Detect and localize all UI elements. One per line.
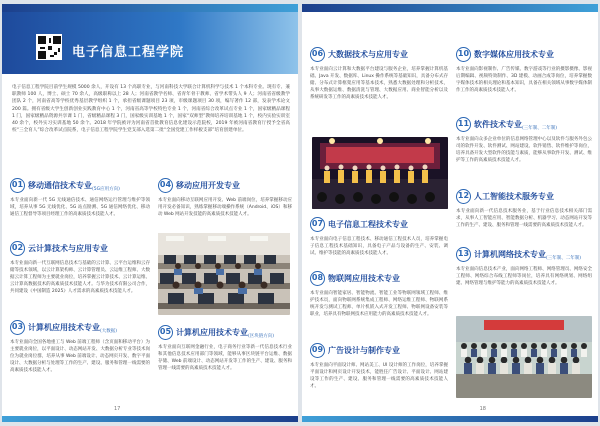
major-section-13 <box>456 244 592 287</box>
section-title: 大数据技术与应用专业 <box>328 50 408 59</box>
major-section-12 <box>456 186 592 229</box>
stage-performance-photo <box>312 137 448 209</box>
bottom-decoration <box>302 416 598 422</box>
section-number: 07 <box>310 217 325 232</box>
section-title: 数字媒体应用技术专业 <box>474 50 554 59</box>
bottom-decoration <box>2 416 298 422</box>
section-note: (大数据) <box>100 329 118 334</box>
stage-performance-image <box>312 137 448 209</box>
college-title: 电子信息工程学院 <box>72 45 185 60</box>
section-body: 本专业面向信息技术产业，面向网络工程师、网络管理员、网络安全工程师、网络综合布线工程师等岗位，培养具有网络规划、网络组建、网络管理与维护等能力的高素质技术技能人才。 <box>456 267 592 286</box>
qr-code-icon[interactable] <box>36 34 62 60</box>
top-decoration <box>2 4 298 12</box>
section-number: 03 <box>10 320 25 335</box>
page-number: 17 <box>114 406 121 412</box>
major-section-06 <box>310 44 448 101</box>
major-section-01 <box>10 175 150 218</box>
section-body: 本专业面向电子信息工程技术、移动通信工程技术人员，培养掌握电子信息工程技术基础知识，具备电子产品与设备的生产、安装、调试、维护等技能的高素质技术技能人才。 <box>310 237 448 256</box>
section-note: (三年制、二年制) <box>522 126 558 131</box>
major-section-10 <box>456 44 592 94</box>
section-number: 08 <box>310 271 325 286</box>
major-section-09 <box>310 340 448 390</box>
section-title: 物联网应用技术专业 <box>328 274 400 283</box>
section-number: 06 <box>310 47 325 62</box>
section-title: 移动应用开发专业 <box>176 181 240 190</box>
section-number: 10 <box>456 47 471 62</box>
section-title: 广告设计与制作专业 <box>328 346 400 355</box>
section-body: 本专业面向全国各地重工与 Web 前端工程师（含页面和移动平台）为主要就业岗位，以平面设计、动态网站开发、大数据分析专业等技术岗位为就业岗位群，培养从事 Web 前端设计、动态网页开发、数字平面设计、大数据分析与处理等工作的生产、建设、服务和管理一线需要的高素质技术技能人才。 <box>10 340 150 373</box>
section-number: 11 <box>456 117 471 132</box>
major-section-02 <box>10 238 150 295</box>
section-title: 计算机网络技术专业 <box>474 250 546 259</box>
major-section-08 <box>310 268 448 318</box>
section-body: 本专业面向众多企业单位的信息网络管理中心以及软件与服务外包公司的软件开发、软件测试、网站建设、软件销售、软件维护等岗位，培养具备开发大型软件的技能与素质，能够从事软件开发、测试、维护等工作的高素质技术技能人才。 <box>456 137 592 163</box>
section-title: 人工智能技术服务专业 <box>474 192 554 201</box>
section-title: 云计算技术与应用专业 <box>28 244 108 253</box>
computer-lab-photo <box>158 233 290 315</box>
section-body: 本专业面向移动互联网应用开发、Web 前端岗位，培养掌握移动应用开发必备知识，熟练掌握移动端操作系统（Android、iOS）和移动 Web 网站开发技能的高素质技术技能人才。 <box>158 198 292 217</box>
major-section-11 <box>456 114 592 164</box>
right-page <box>302 4 598 422</box>
section-body: 本专业面向互联网金融行业，电子商务行业等新一代信息技术行业和其他信息技术应用部门等领域，能够从事区块链平台运维、数据存储、Web 前端设计、动态网站开发等工作的生产、建设、服务和管理一线需要的高素质技术技能人才。 <box>158 345 292 371</box>
section-body: 本专业面向新一代 5G 无线通信技术、通信网络运行管理与维护等领域，培养从事 5G 无线优化、5G 站点勘测、5G 通信网络优化、移动通信工程督导等项目经理工作的高素质技术技能人才。 <box>10 198 150 217</box>
section-body: 本专业面向新一代互联网信息技术与基础的云计算、云平台运维和云存储等技术领域，以云计算架构师、云计算管理员、云运维工程师、大数据云计算工程师为主要就业岗位，培养掌握云计算技术、云计算运维、云计算高数据技术的高素质技术技能人才。与华为技术有限公司合作，共同建设《中国制造 2025》人才需求的高素质技术技能人才。 <box>10 261 150 294</box>
section-body: 本专业面向云计算和大数据平台建设与服务企业，培养掌握计算机基础、Java 开发、数据库、Linux 操作系统等基础知识，具备分布式存储、分布式计算框架应用等基本技术，熟悉大数据处理和分析技术，从事大数据运维、数据清洗与管理、大数据应用、商业智能分析以及系统研发等工作的高素质技术技能人才。 <box>310 67 448 100</box>
section-note: (三年制、二年制) <box>546 256 582 261</box>
section-number: 13 <box>456 247 471 262</box>
top-decoration <box>302 4 598 12</box>
section-number: 05 <box>158 325 173 340</box>
computer-lab-image <box>158 233 290 315</box>
college-intro: 电子信息工程学院目前学生规模 5000 余人，开设有 13 个高职专业，与河南科技大学联合计算机科学与技术 1 个本科专业。现有专、兼职教师 100 人，博士、硕士 70 余人，高级职称以上 28 人；河南省教学名师、省青年骨干教师、省学术带头人 9 人；河南省省级教学团队 2 个，河南省高等学校优秀基层教学组织 1 个，承担省级课题项目 23 项，市级课题项目 30 项，编写著作 12 部，发表学术论文 200 篇。拥有省级大学生创新创业实践教育中心 1 个，河南省高等学校特色专业 1 个，河南省综合改革试点专业 1 个，国家级精品课程 1 门，国家级精品资源共享课 1 门，省级精品课程 3 门，国家级实训基地 1 个，国家“双师型”教师培养培训基地 1 个，校内实验实训室 40 余个，校外实习实训基地 50 余个。2018 年学院被评为河南省首批教育信息化建设示范院校，2019 年被河南省教育厅授予全省高校“三全育人”综合改革试点院系，电子信息工程学院学生党支部入选第二批“全国党建工作样板支部”培育创建单位。 <box>12 85 290 134</box>
college-header-banner <box>2 12 298 74</box>
section-title: 电子信息工程技术专业 <box>328 220 408 229</box>
section-title: 计算机应用技术专业 <box>176 328 248 337</box>
major-section-05 <box>158 322 292 372</box>
section-number: 04 <box>158 178 173 193</box>
major-section-07 <box>310 214 448 257</box>
section-body: 本专业面向新一代信息技术服务业，基于行业信息技术相关部门需求，从事人工智能应用、智能数据分析、机器学习、动态网站开发等工作的生产、建设、服务和管理一线需要的高素质技术技能人才。 <box>456 209 592 228</box>
major-section-04 <box>158 175 292 218</box>
section-number: 09 <box>310 343 325 358</box>
group-photo-image <box>456 316 592 398</box>
section-note: (5G应用方向) <box>92 187 120 192</box>
section-title: 移动通信技术专业 <box>28 181 92 190</box>
section-title: 软件技术专业 <box>474 120 522 129</box>
page-number: 18 <box>479 406 486 412</box>
section-body: 本专业面向影视制作、广告传媒、数字游戏等行业的摄影摄像、影视后期编辑、视频特效制作、3D 建模、动画合成等岗位，培养掌握数字媒体技术的相关理论和基本知识，具备在相关领域从事数字媒体制作工作的高素质技术技能人才。 <box>456 67 592 93</box>
section-number: 01 <box>10 178 25 193</box>
section-number: 02 <box>10 241 25 256</box>
group-photo <box>456 316 592 398</box>
left-page <box>2 4 298 422</box>
section-body: 本专业面向智能家居、智能物流、智能工业等物联网领域工程师、维护技术员，面向物联网系统集成工程师、网络运维工程师、物联网系统开发与测试工程师、单片机嵌入式开发工程师、物联网设备安装等职业，培养具有物联网技术应用能力的高素质技术技能人才。 <box>310 291 448 317</box>
section-number: 12 <box>456 189 471 204</box>
section-body: 本专业面向平面设计师、网站美工、UI 设计师的工作岗位，培养掌握平面设计和网页设计开发技术，能胜任广告设计、平面设计、网站建设等工作的生产、建设、服务和管理一线需要的高素质技术技能人才。 <box>310 363 448 389</box>
major-section-03 <box>10 317 150 374</box>
section-title: 计算机应用技术专业 <box>28 323 100 332</box>
section-note: (区块链方向) <box>248 334 275 339</box>
